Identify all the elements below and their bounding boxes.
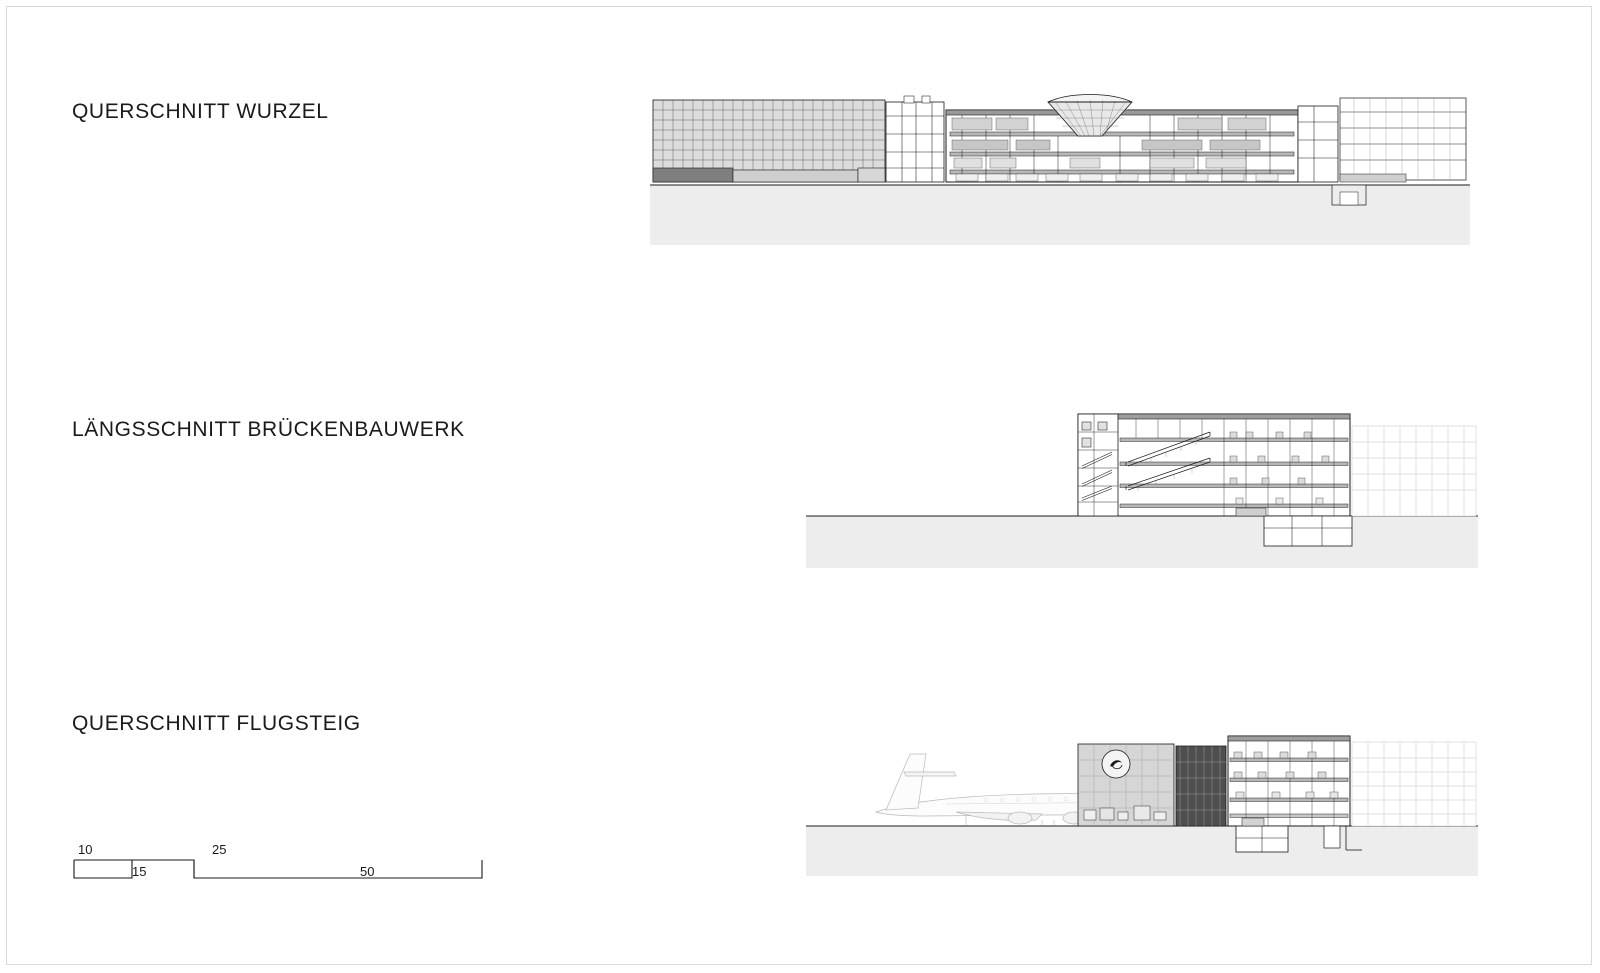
scale-tick-10: 10 <box>78 842 93 857</box>
drawing-querschnitt-flugsteig <box>806 714 1478 878</box>
section-title-laengsschnitt-brueckenbauwerk: LÄNGSSCHNITT BRÜCKENBAUWERK <box>72 418 465 441</box>
section-title-querschnitt-wurzel: QUERSCHNITT WURZEL <box>72 100 329 123</box>
scale-tick-25: 25 <box>212 842 227 857</box>
scale-bar <box>72 840 484 890</box>
scale-tick-50: 50 <box>360 864 375 879</box>
drawing-querschnitt-wurzel <box>650 88 1470 253</box>
ground-band <box>806 516 1478 568</box>
lufthansa-crane-logo <box>1102 750 1130 778</box>
drawing-laengsschnitt-brueckenbauwerk <box>806 408 1478 568</box>
section-title-querschnitt-flugsteig: QUERSCHNITT FLUGSTEIG <box>72 712 361 735</box>
scale-tick-15: 15 <box>132 864 147 879</box>
ground-band <box>806 826 1478 876</box>
